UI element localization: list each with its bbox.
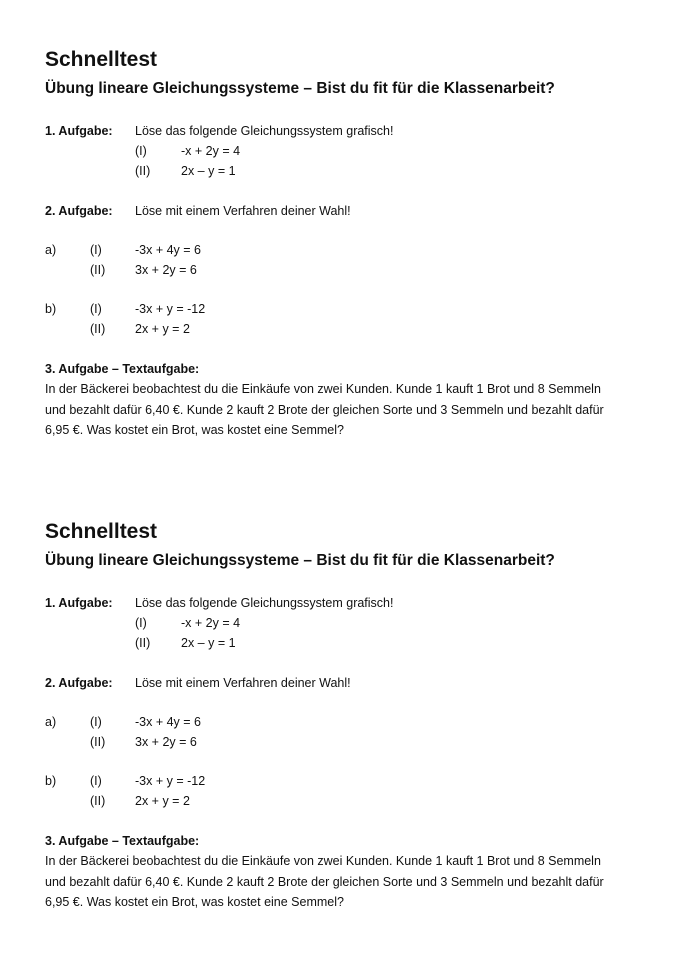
- task-2-instruction: Löse mit einem Verfahren deiner Wahl!: [135, 204, 351, 218]
- equation: -3x + 4y = 6: [135, 715, 202, 729]
- equation: 2x – y = 1: [181, 636, 236, 650]
- task-2-label: 2. Aufgabe:: [45, 204, 113, 218]
- task-3-line: und bezahlt dafür 6,40 €. Kunde 2 kauft 2 Brote der gleichen Sorte und 3 Semmeln und bezahlt dafür: [45, 402, 604, 417]
- task-2-part-a: [45, 712, 645, 752]
- equation-number: (II): [135, 164, 151, 178]
- task-3-line: und bezahlt dafür 6,40 €. Kunde 2 kauft 2 Brote der gleichen Sorte und 3 Semmeln und bezahlt dafür: [45, 874, 604, 889]
- task-3-label: 3. Aufgabe – Textaufgabe:: [45, 834, 200, 848]
- part-letter: a): [45, 715, 57, 729]
- part-letter: b): [45, 302, 57, 316]
- task-3: [45, 831, 645, 913]
- equation-number: (II): [90, 322, 106, 336]
- task-1-instruction: Löse das folgende Gleichungssystem grafisch!: [135, 124, 394, 138]
- task-2-instruction: Löse mit einem Verfahren deiner Wahl!: [135, 676, 351, 690]
- task-2-part-b: [45, 299, 645, 339]
- equation: -3x + y = -12: [135, 774, 206, 788]
- task-1: [45, 593, 645, 653]
- task-3: [45, 359, 645, 441]
- equation: -x + 2y = 4: [181, 144, 241, 158]
- worksheet-2: [45, 519, 645, 913]
- equation-number: (I): [90, 302, 102, 316]
- equation-number: (I): [90, 715, 102, 729]
- task-3-text: [45, 851, 635, 913]
- task-1-label: 1. Aufgabe:: [45, 596, 113, 610]
- equation-number: (II): [90, 263, 106, 277]
- equation-number: (II): [90, 735, 106, 749]
- task-3-line: 6,95 €. Was kostet ein Brot, was kostet eine Semmel?: [45, 423, 344, 437]
- page-subtitle: Übung lineare Gleichungssysteme – Bist du fit für die Klassenarbeit?: [45, 80, 555, 97]
- equation-number: (I): [90, 243, 102, 257]
- task-3-line: In der Bäckerei beobachtest du die Einkäufe von zwei Kunden. Kunde 1 kauft 1 Brot und 8 Semmeln: [45, 382, 601, 396]
- equation-number: (I): [135, 616, 147, 630]
- task-3-text: [45, 379, 635, 441]
- equation: 2x + y = 2: [135, 794, 190, 808]
- equation: -3x + y = -12: [135, 302, 206, 316]
- task-1-label: 1. Aufgabe:: [45, 124, 113, 138]
- task-3-line: 6,95 €. Was kostet ein Brot, was kostet eine Semmel?: [45, 895, 344, 909]
- task-3-label: 3. Aufgabe – Textaufgabe:: [45, 362, 200, 376]
- task-2: [45, 673, 645, 811]
- task-2-part-a: [45, 240, 645, 280]
- equation-number: (II): [90, 794, 106, 808]
- equation: 3x + 2y = 6: [135, 735, 197, 749]
- task-3-line: In der Bäckerei beobachtest du die Einkäufe von zwei Kunden. Kunde 1 kauft 1 Brot und 8 Semmeln: [45, 854, 601, 868]
- task-2: [45, 201, 645, 339]
- equation: 2x + y = 2: [135, 322, 190, 336]
- equation: 2x – y = 1: [181, 164, 236, 178]
- part-letter: b): [45, 774, 57, 788]
- page-title: Schnelltest: [45, 520, 158, 543]
- page-subtitle: Übung lineare Gleichungssysteme – Bist du fit für die Klassenarbeit?: [45, 552, 555, 569]
- task-2-label: 2. Aufgabe:: [45, 676, 113, 690]
- equation: -3x + 4y = 6: [135, 243, 202, 257]
- task-2-part-b: [45, 771, 645, 811]
- equation-number: (I): [90, 774, 102, 788]
- page-title: Schnelltest: [45, 48, 158, 71]
- equation-number: (I): [135, 144, 147, 158]
- part-letter: a): [45, 243, 57, 257]
- task-1: [45, 121, 645, 181]
- equation-number: (II): [135, 636, 151, 650]
- equation: -x + 2y = 4: [181, 616, 241, 630]
- worksheet-1: [45, 47, 645, 441]
- equation: 3x + 2y = 6: [135, 263, 197, 277]
- task-1-instruction: Löse das folgende Gleichungssystem grafisch!: [135, 596, 394, 610]
